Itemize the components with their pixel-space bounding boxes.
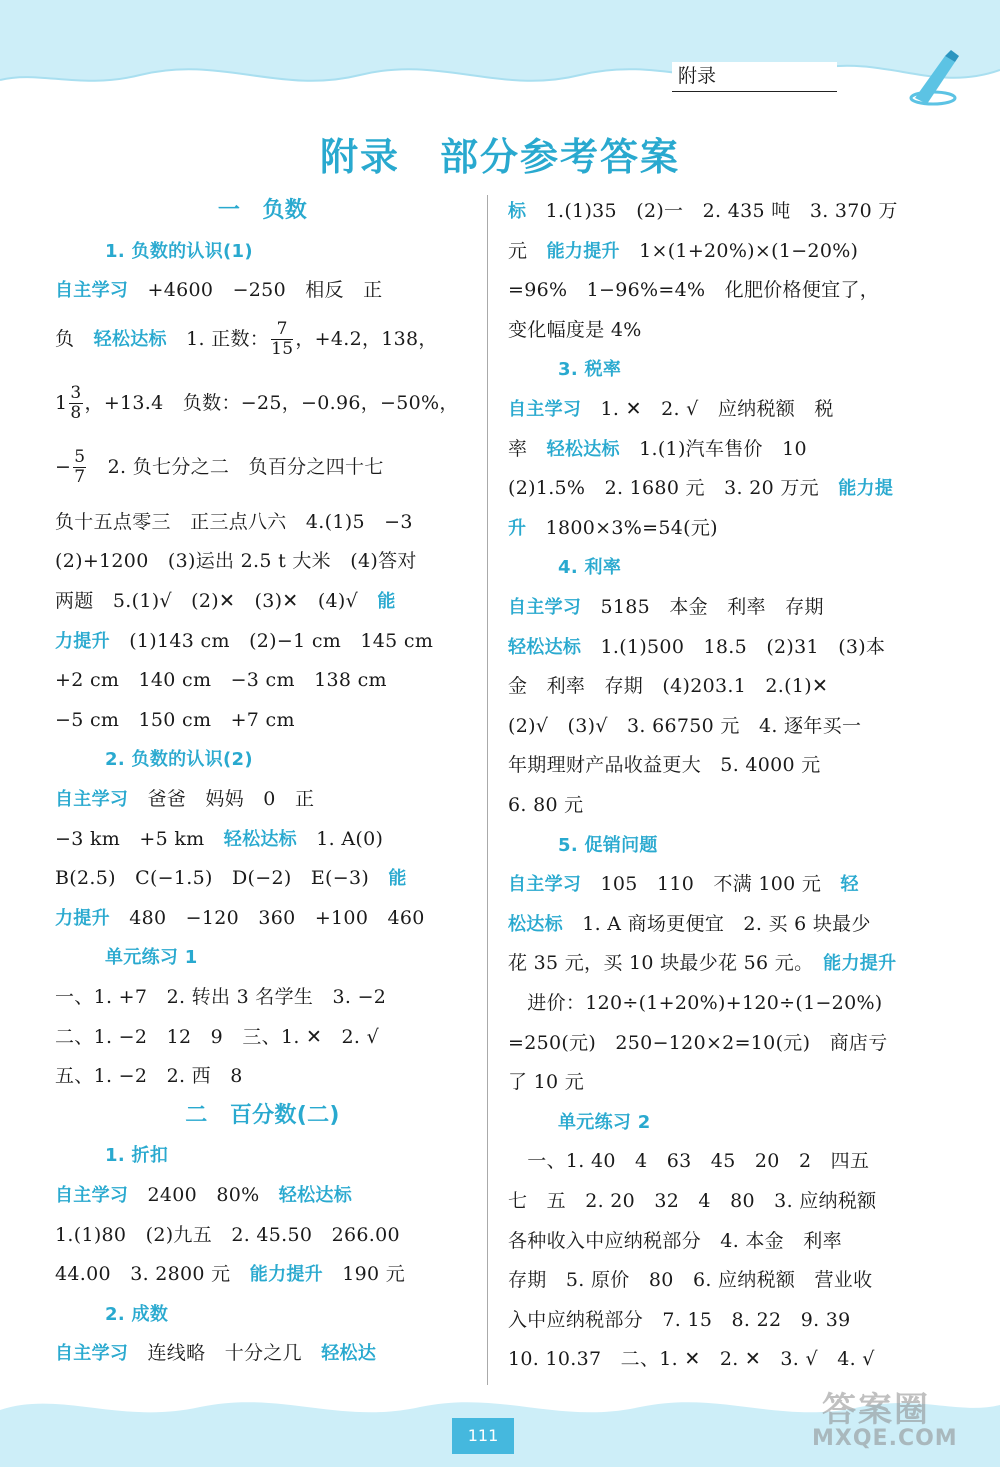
answer-text: 存期 5. 原价 80 6. 应纳税额 营业收 — [508, 1269, 873, 1292]
answer-line — [508, 390, 834, 428]
answer-line — [55, 820, 383, 858]
answer-text: +4600 −250 相反 正 — [128, 279, 383, 302]
answer-line — [55, 1216, 400, 1254]
answer-text: +2 cm 140 cm −3 cm 138 cm — [55, 669, 387, 692]
answer-text: 连线略 十分之几 — [128, 1342, 322, 1365]
label-tag: 力提升 — [55, 630, 110, 652]
label-tag: 自主学习 — [508, 399, 582, 420]
answer-text: − — [55, 455, 72, 478]
section-heading — [55, 1136, 168, 1174]
answer-text: 爸爸 妈妈 0 正 — [128, 788, 315, 810]
answer-text: 1. A(0) — [296, 827, 384, 850]
answer-text: =250(元) 250−120×2=10(元) 商店亏 — [508, 1031, 888, 1054]
answer-text: 负 — [55, 327, 94, 350]
label-tag: 自主学习 — [55, 1343, 129, 1365]
answer-text: 一、1. 40 4 63 45 20 2 四五 — [508, 1150, 870, 1173]
answer-line — [508, 786, 583, 824]
answer-text: (2)+1200 (3)运出 2.5 t 大米 (4)答对 — [55, 550, 417, 573]
section-title: 单元练习 1 — [105, 947, 198, 969]
answer-text: 二、1. −2 12 9 三、1. ✕ 2. √ — [55, 1025, 380, 1048]
section-title: 1. 负数的认识(1) — [105, 240, 253, 262]
section-title: 1. 折扣 — [105, 1145, 169, 1167]
answer-line — [508, 430, 807, 468]
answer-line — [55, 780, 314, 818]
label-tag: 轻 — [840, 874, 859, 896]
answer-line — [508, 469, 893, 507]
answer-text: 花 35 元，买 10 块最少花 56 元。 — [508, 952, 824, 975]
answer-text: 五、1. −2 2. 西 8 — [55, 1065, 243, 1088]
answer-line — [508, 1024, 888, 1062]
header-tag: 附录 — [672, 62, 837, 92]
answer-line — [55, 503, 413, 541]
label-tag: 轻松达标 — [508, 636, 582, 658]
answer-text: 一、1. +7 2. 转出 3 名学生 3. −2 — [55, 986, 387, 1008]
fraction-denominator: 15 — [271, 339, 294, 360]
answer-text: 进价：120÷(1+20%)+120÷(1−20%) — [508, 992, 883, 1014]
answer-text: 10. 10.37 二、1. ✕ 2. ✕ 3. √ 4. √ — [508, 1348, 875, 1371]
label-tag: 自主学习 — [508, 597, 582, 618]
answer-line — [55, 271, 382, 309]
answer-text: 1800×3%=54(元) — [526, 516, 718, 539]
section-heading — [55, 740, 253, 778]
answer-text: 1.(1)汽车售价 10 — [619, 437, 807, 460]
label-tag: 能力提升 — [546, 240, 620, 262]
answer-text: 2. 负七分之二 负百分之四十七 — [88, 455, 384, 478]
column-divider — [487, 195, 488, 1385]
answer-line — [508, 1340, 875, 1378]
answer-text: 1×(1+20%)×(1−20%) — [619, 239, 859, 262]
pen-icon — [905, 48, 965, 106]
answer-text: 入中应纳税部分 7. 15 8. 22 9. 39 — [508, 1308, 851, 1331]
answer-line — [55, 542, 417, 580]
answer-line — [508, 746, 821, 784]
label-tag: 自主学习 — [508, 874, 582, 896]
answer-text: −5 cm 150 cm +7 cm — [55, 708, 295, 731]
answer-line — [508, 1261, 872, 1299]
answer-line — [508, 192, 898, 230]
fraction — [69, 385, 82, 422]
answer-text: 七 五 2. 20 32 4 80 3. 应纳税额 — [508, 1190, 877, 1212]
section-heading — [508, 350, 621, 388]
section-heading — [508, 826, 658, 864]
section-heading — [508, 1103, 651, 1141]
fraction-denominator: 8 — [70, 403, 82, 424]
label-tag: 力提升 — [55, 907, 110, 929]
section-heading — [55, 232, 253, 270]
fraction-numerator: 3 — [70, 383, 82, 404]
chapter-title: 一 负数 — [217, 198, 308, 223]
section-title: 2. 成数 — [105, 1303, 169, 1325]
label-tag: 能力提 — [838, 478, 894, 500]
answer-text: 2400 80% — [128, 1184, 279, 1206]
answer-text: 1.(1)80 (2)九五 2. 45.50 266.00 — [55, 1223, 400, 1246]
answer-line — [508, 271, 879, 309]
fraction — [73, 449, 86, 486]
answer-text: 各种收入中应纳税部分 4. 本金 利率 — [508, 1229, 842, 1252]
label-tag: 升 — [508, 517, 527, 539]
answer-line — [508, 667, 828, 705]
answer-line — [508, 1182, 876, 1220]
label-tag: 能力提升 — [249, 1264, 323, 1286]
label-tag: 标 — [508, 201, 527, 222]
answer-line — [508, 944, 896, 982]
answer-line — [55, 859, 407, 897]
fraction-denominator: 7 — [74, 467, 86, 488]
top-wave-banner — [0, 0, 1000, 110]
answer-line — [55, 701, 295, 739]
answer-text: 了 10 元 — [508, 1071, 585, 1094]
fraction-numerator: 5 — [74, 447, 86, 468]
answer-line — [55, 1255, 405, 1293]
answer-text: (1)143 cm (2)−1 cm 145 cm — [109, 629, 434, 652]
answer-line — [55, 375, 459, 431]
answer-line — [55, 439, 384, 495]
answer-line — [508, 588, 824, 626]
answer-line — [55, 899, 425, 937]
chapter-heading — [55, 192, 470, 230]
answer-line — [508, 628, 885, 666]
answer-line — [55, 1176, 352, 1214]
answer-text: (2)1.5% 2. 1680 元 3. 20 万元 — [508, 477, 839, 500]
answer-line — [55, 661, 387, 699]
label-tag: 自主学习 — [55, 789, 129, 810]
answer-line — [508, 1301, 851, 1339]
watermark — [812, 1380, 992, 1462]
answer-line — [55, 1018, 379, 1056]
label-tag: 松达标 — [508, 913, 563, 935]
answer-line — [508, 1222, 842, 1260]
answer-text: (2)√ (3)√ 3. 66750 元 4. 逐年买一 — [508, 714, 862, 737]
section-title: 单元练习 2 — [558, 1111, 651, 1133]
answer-text: 负十五点零三 正三点八六 4.(1)5 −3 — [55, 510, 413, 533]
section-heading — [508, 548, 621, 586]
label-tag: 能力提升 — [823, 953, 897, 975]
answer-line — [55, 622, 433, 660]
label-tag: 能 — [388, 868, 407, 890]
answer-line — [508, 707, 861, 745]
answer-text: 190 元 — [322, 1263, 406, 1286]
section-title: 2. 负数的认识(2) — [105, 749, 253, 771]
answer-text: 6. 80 元 — [508, 794, 584, 816]
answer-line — [508, 509, 718, 547]
section-heading — [55, 938, 198, 976]
answer-text: 1. A 商场更便宜 2. 买 6 块最少 — [562, 912, 871, 935]
answer-line — [55, 978, 386, 1016]
answer-text: 105 110 不满 100 元 — [581, 873, 841, 896]
answer-text: ，+13.4 负数：−25，−0.96，−50%， — [84, 391, 459, 414]
page-number: 111 — [452, 1418, 514, 1454]
page-title: 附录 部分参考答案 — [319, 135, 680, 179]
answer-text: 5185 本金 利率 存期 — [581, 596, 824, 618]
answer-line — [55, 311, 438, 367]
answer-line — [55, 582, 396, 620]
answer-line — [508, 905, 871, 943]
answer-line — [508, 311, 642, 349]
answer-line — [508, 984, 883, 1022]
watermark-url: MXQE.COM — [812, 1426, 958, 1451]
chapter-heading — [55, 1097, 470, 1135]
label-tag: 轻松达标 — [223, 828, 297, 850]
answer-text: ，+4.2，138， — [295, 327, 438, 350]
answer-text: 1 — [55, 391, 68, 414]
fraction-numerator: 7 — [271, 321, 293, 340]
label-tag: 能 — [377, 591, 396, 612]
label-tag: 轻松达标 — [93, 328, 167, 350]
label-tag: 轻松达标 — [278, 1185, 352, 1206]
answer-text: =96% 1−96%=4% 化肥价格便宜了， — [508, 279, 880, 302]
label-tag: 轻松达标 — [546, 438, 620, 460]
answer-text: 1.(1)35 (2)一 2. 435 吨 3. 370 万 — [526, 200, 898, 222]
section-title: 5. 促销问题 — [558, 834, 658, 856]
section-title: 3. 税率 — [558, 359, 622, 381]
answer-text: 年期理财产品收益更大 5. 4000 元 — [508, 754, 821, 777]
answer-text: 1. ✕ 2. √ 应纳税额 税 — [581, 398, 834, 420]
answer-text: 元 — [508, 239, 547, 262]
answer-text: 1. 正数： — [166, 327, 270, 350]
answer-line — [508, 232, 858, 270]
fraction — [271, 321, 293, 358]
chapter-title: 二 百分数(二) — [185, 1102, 340, 1128]
label-tag: 自主学习 — [55, 1185, 129, 1206]
answer-line — [508, 1063, 584, 1101]
answer-line — [55, 1334, 376, 1372]
section-heading — [55, 1295, 168, 1333]
answer-text: 44.00 3. 2800 元 — [55, 1263, 250, 1286]
answer-text: 1.(1)500 18.5 (2)31 (3)本 — [581, 635, 886, 658]
answer-text: 两题 5.(1)√ (2)✕ (3)✕ (4)√ — [55, 590, 378, 612]
answer-text: 金 利率 存期 (4)203.1 2.(1)✕ — [508, 675, 829, 698]
answer-text: B(2.5) C(−1.5) D(−2) E(−3) — [55, 867, 389, 890]
answer-line — [508, 1142, 869, 1180]
answer-line — [508, 865, 859, 903]
label-tag: 自主学习 — [55, 280, 129, 302]
label-tag: 轻松达 — [321, 1343, 377, 1365]
answer-line — [55, 1057, 243, 1095]
answer-text: 率 — [508, 437, 547, 460]
section-title: 4. 利率 — [558, 557, 622, 579]
watermark-text: 答案圈 — [822, 1390, 930, 1430]
answer-text: 变化幅度是 4% — [508, 318, 642, 341]
answer-text: 480 −120 360 +100 460 — [109, 906, 425, 929]
answer-text: −3 km +5 km — [55, 827, 224, 850]
